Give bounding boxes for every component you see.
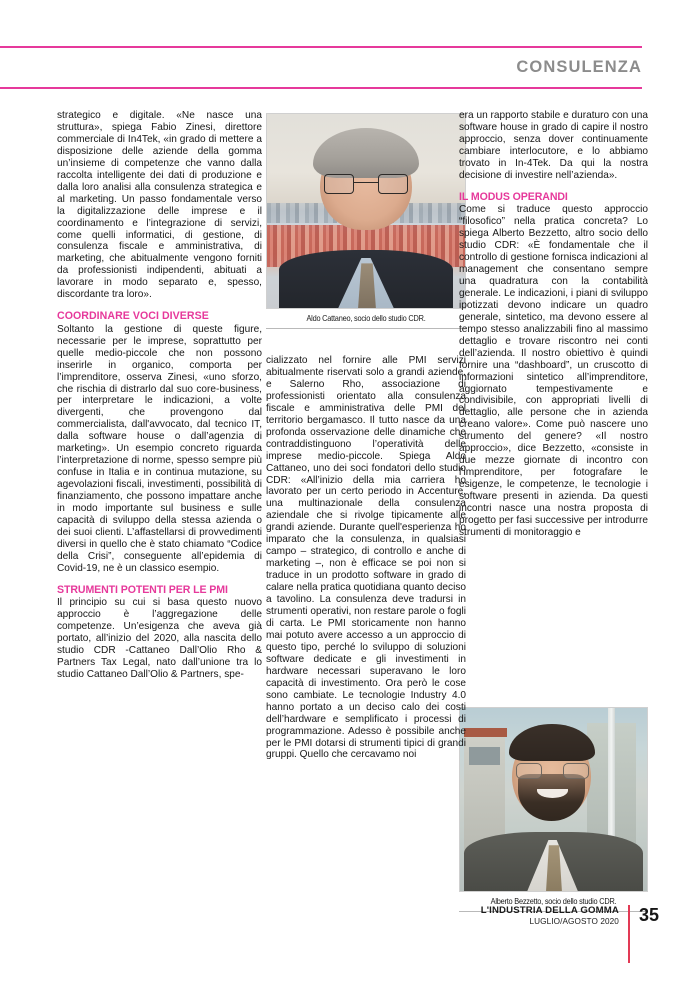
body-paragraph: Come si traduce questo approccio “filosofico” nella pratica concreta? Lo spiega Alberto Bezzetto, altro socio dello studio CDR: «È fondamentale che il controllo di gestione fornisca indicazioni al management che consentano sempre una quadratura con la contabilità generale. Le indicazioni, i piani di sviluppo ipotizzati devono indicare un quadro generale, sintetico, ma devono essere al tempo stesso analizzabili fino al massimo dettaglio e trovare riscontro nei conti dell’azienda. Il nostro obiettivo è quindi fornire una “dashboard”, un cruscotto di informazioni sintetico all’imprenditore, aggiornato tempestivamente e condivisibile, con appropriati livelli di dettaglio, alle persone che in azienda creano valore». Come può nascere uno strumento del genere? «Il nostro approccio», dice Bezzetto, «consiste in due mezze giornate di incontro con l’imprenditore, per fotografare le esigenze, le competenze, le tecnologie i software presenti in azienda. Da questi incontri nasce una nostra proposta di progetto per fasi successive per introdurre strumenti di monitoraggio e — [459, 204, 648, 538]
glasses-right-lens — [378, 174, 408, 193]
glasses-left-lens — [324, 174, 354, 193]
issue-date: LUGLIO/AGOSTO 2020 — [529, 917, 619, 926]
subheading-strumenti-potenti-per-le-pmi: STRUMENTI POTENTI PER LE PMI — [57, 583, 228, 596]
footer-publication-block — [481, 905, 628, 926]
glasses-right-lens — [563, 763, 589, 779]
photo-block-alberto-bezzetto — [459, 707, 648, 912]
body-paragraph: strategico e digitale. «Ne nasce una struttura», spiega Fabio Zinesi, direttore commerciale di In4Tek, «in grado di mettere a disposizione delle aziende della gomma un’insieme di competenze che vanno dalla raccolta intelligente dei dati di produzione e dalla loro analisi alla consulenza strategica e al marketing. Un passo fondamentale verso la digitalizzazione delle imprese e il coordinamento e l’integrazione di servizi, come quelli informatici, di gestione, di consulenza fiscale e amministrativa, di marketing, che abitualmente vengono forniti da professionisti indipendenti, abituati a lavorare in modo separato e, spesso, discordante tra loro». — [57, 110, 262, 301]
alberto-bezzetto-portrait — [459, 707, 648, 892]
photo-caption: Alberto Bezzetto, socio dello studio CDR. — [490, 896, 617, 906]
subheading-il-modus-operandi: IL MODUS OPERANDI — [459, 190, 568, 203]
page-footer — [481, 905, 659, 963]
publication-title: L'INDUSTRIA DELLA GOMMA — [480, 905, 619, 916]
aldo-cattaneo-portrait — [266, 113, 466, 309]
body-paragraph: cializzato nel fornire alle PMI servizi abitualmente riservati solo a grandi aziende, e Salerno Rho, associazione di professionisti orientato alla consulenza fiscale e amministrativa delle PMI del territorio bergamasco. Il tutto nasce da una profonda osservazione delle dinamiche che contraddistinguono l’operatività delle imprese medio-piccole. Spiega Aldo Cattaneo, uno dei soci fondatori dello studio CDR: «All’inizio della mia carriera ho lavorato per un certo periodo in Accenture, una multinazionale della consulenza aziendale che si rivolge tipicamente alle grandi aziende. Durante quell'esperienza ho imparato che la consulenza, in qualsiasi campo – strategico, di controllo e anche di marketing –, non è efficace se poi non si traduce in un prodotto software in grado di calare nella pratica quotidiana quanto deciso a tavolino. La consulenza deve tradursi in strumenti operativi, non restare parole o fogli di carta. Le PMI storicamente non hanno mai potuto avere accesso a un approccio di questo tipo, perché lo sviluppo di soluzioni software dedicate e gli investimenti in hardware necessari superavano le loro capacità di investimento. Ora però le cose sono cambiate. Le tecnologie Industry 4.0 hanno portato a un deciso calo dei costi dell’hardware e semplificato i processi di programmazione. Adesso è possibile anche per le PMI dotarsi di strumenti tipici di grandi gruppi. Quello che cercavamo noi — [266, 355, 466, 761]
header-rule-bottom — [0, 87, 642, 89]
photo-block-aldo-cattaneo — [266, 113, 466, 329]
body-paragraph: Soltanto la gestione di queste figure, necessarie per le imprese, soprattutto per quelle medio-piccole che non possono inserirle in organico, comporta per l’imprenditore, osserva Zinesi, «uno sforzo, che rischia di distrarlo dal suo core-business, per interpretare le indicazioni, a volte divergenti, che provengono dal commercialista, dall'avvocato, dal tecnico IT, dalla software house o dall’agenzia di marketing». Un esempio concreto riguarda l’interpretazione di norme, spesso sempre più confuse in Italia e in continua mutazione, su agevolazioni fiscali, investimenti, possibilità di finanziamento, che possono impattare anche in modo importante sul business e sulle capacità di sviluppo della stessa azienda o dei suoi clienti. L’affastellarsi di provvedimenti diversi in quello che è stato chiamato “Codice della Crisi”, conseguente all’epidemia di Covid-19, ne è un classico esempio. — [57, 323, 262, 574]
section-label: CONSULENZA — [516, 58, 642, 76]
article-column-3 — [459, 110, 648, 539]
body-paragraph: era un rapporto stabile e duraturo con una software house in grado di capire il nostro approccio, senza dover continuamente cambiare interlocutore, e lo abbiamo trovato in In-4Tek. Da qui la nostra decisione di investire nell’azienda». — [459, 110, 648, 181]
header-rule-top — [0, 46, 642, 48]
body-paragraph: Il principio su cui si basa questo nuovo approccio è l’aggregazione delle competenze. Un’esigenza che aveva già portato, all’inizio del 2020, alla nascita dello studio CDR -Cattaneo Dall’Olio Rho & Partners Tax Legal, nato dall’unione tra lo studio Cattaneo Dall’Olio & Partners, spe- — [57, 597, 262, 680]
photo-caption: Aldo Cattaneo, socio dello studio CDR. — [306, 313, 426, 323]
glasses-left-lens — [516, 763, 542, 779]
glasses-bridge — [354, 182, 378, 184]
article-column-1 — [57, 110, 262, 681]
subheading-coordinare-voci-diverse: COORDINARE VOCI DIVERSE — [57, 310, 209, 323]
roof-shape — [464, 728, 507, 737]
caption-divider — [266, 328, 466, 329]
article-column-2 — [266, 355, 466, 761]
page-number: 35 — [638, 905, 659, 925]
footer-divider-bar — [628, 905, 630, 963]
